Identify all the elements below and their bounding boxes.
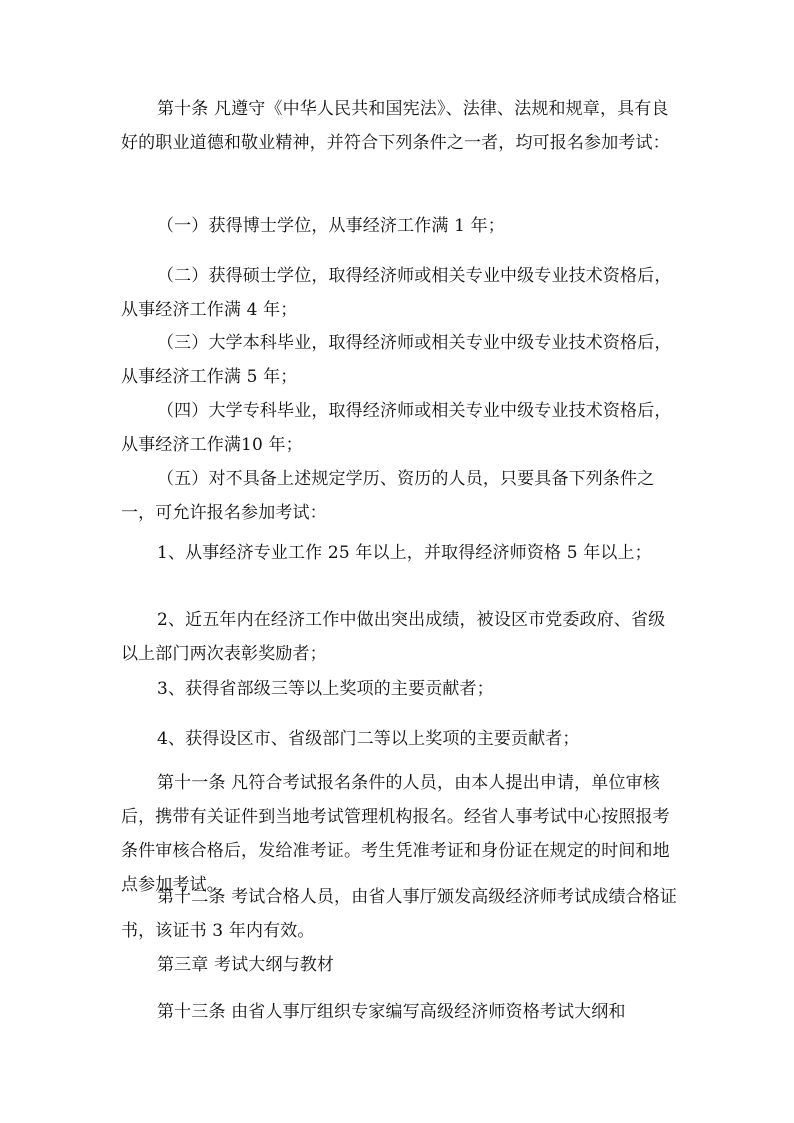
chapter-3-heading: 第三章 考试大纲与教材 — [157, 955, 335, 975]
subcondition-2-paragraph: 2、近五年内在经济工作中做出突出成绩，被设区市党委政府、省级以上部门两次表彰奖励者； — [121, 610, 666, 664]
article-10-paragraph: 第十条 凡遵守《中华人民共和国宪法》、法律、法规和规章，具有良好的职业道德和敬业精神，并符合下列条件之一者，均可报名参加考试： — [121, 99, 670, 153]
subcondition-4-paragraph: 4、获得设区市、省级部门二等以上奖项的主要贡献者； — [157, 729, 580, 749]
article-11-paragraph: 第十一条 凡符合考试报名条件的人员，由本人提出申请，单位审核后，携带有关证件到当地考试管理机构报名。经省人事考试中心按照报考条件审核合格后，发给准考证。考生凭准考证和身份证在规定的时间和地点参加考试。 — [121, 773, 670, 895]
condition-4-paragraph: （四）大学专科毕业，取得经济师或相关专业中级专业技术资格后，从事经济工作满10 年； — [121, 401, 672, 455]
article-13-paragraph: 第十三条 由省人事厅组织专家编写高级经济师资格考试大纲和 — [157, 1002, 626, 1022]
condition-1-paragraph: （一）获得博士学位，从事经济工作满 1 年； — [157, 216, 505, 236]
subcondition-1-paragraph: 1、从事经济专业工作 25 年以上，并取得经济师资格 5 年以上； — [157, 543, 652, 563]
subcondition-3-paragraph: 3、获得省部级三等以上奖项的主要贡献者； — [157, 679, 494, 699]
article-12-paragraph: 第十二条 考试合格人员，由省人事厅颁发高级经济师考试成绩合格证书，该证书 3 年内有效。 — [121, 887, 678, 941]
condition-5-paragraph: （五）对不具备上述规定学历、资历的人员，只要具备下列条件之一，可允许报名参加考试： — [121, 469, 655, 523]
condition-2-paragraph: （二）获得硕士学位，取得经济师或相关专业中级专业技术资格后，从事经济工作满 4 年； — [121, 266, 672, 320]
condition-3-paragraph: （三）大学本科毕业，取得经济师或相关专业中级专业技术资格后，从事经济工作满 5 年； — [121, 333, 672, 387]
